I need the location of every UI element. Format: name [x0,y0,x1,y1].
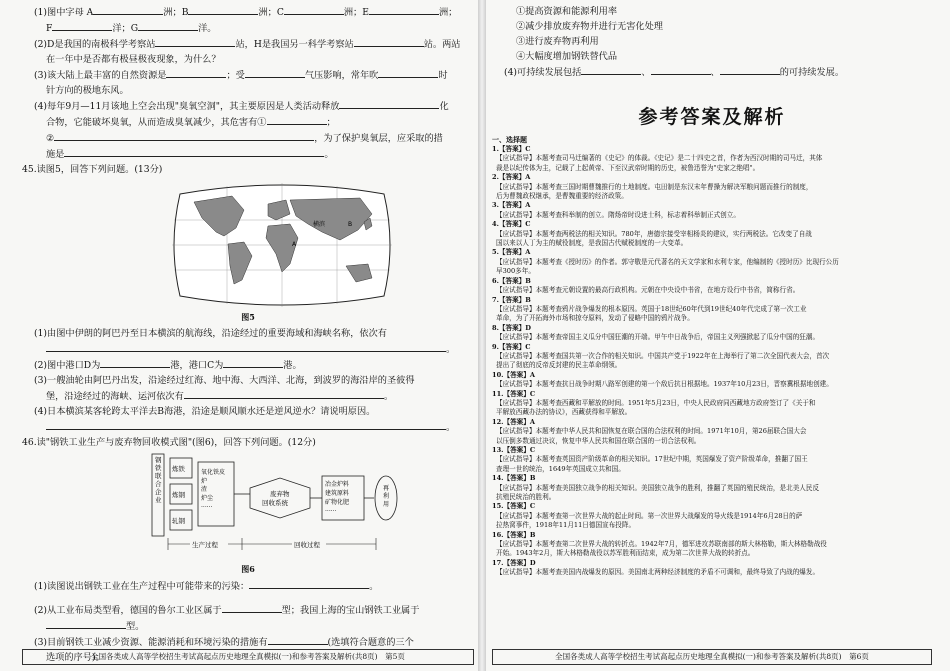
stage-label-1: 炼铁 [172,465,185,473]
q45-stem: 45.读图5，回答下列问题。(13分) [22,164,163,175]
answer-key [492,145,932,154]
q46-stem: 46.读"钢铁工业生产与废弃物回收模式图"(图6)，回答下列问题。(12分) [22,437,316,448]
q46-3-line1: (3)目前钢铁工业减少资源、能源消耗和环境污染的措施有 (选填符合题意的三个 [22,634,474,650]
answer-tag: 10.【答案】A [492,370,535,379]
answer-tag: 17.【答案】D [492,558,536,567]
answer-explanation: 提出了彻底的反帝反封建的民主革命纲领。 [496,361,622,370]
reuse-label: 再利用 [383,485,390,508]
map-point-a: A [292,241,297,248]
option-2: ②减少排放废弃物并进行无害化处理 [516,21,663,32]
answer-explanation: 抗殖民统治的胜利。 [496,493,556,502]
flow-diagram-figure-6 [150,452,400,562]
stage-label-2: 炼钢 [172,491,185,499]
answer-explanation: 查理一世的统治，1649年英国成立共和国。 [496,464,625,473]
q44-3-line2: 针方向的极地东风。 [46,85,129,96]
answer-explanation: 早300多年。 [496,267,535,276]
q44-4-line2: 合物，它能破坏臭氧，从而造成臭氧减少，其危害有① ； [22,114,474,130]
answer-explanation: 【应试指导】本题考查元朝设置的最高行政机构。元朝在中央设中书省，在地方设行中书省，简称行省。 [496,286,800,295]
figure-6-caption: 图6 [241,564,255,574]
answer-key [492,173,932,182]
answer-explanation: 【应试指导】本题考查英国资产阶级革命的相关知识。17世纪中期，英国爆发了资产阶级革命，推翻了国王 [496,455,808,464]
answer-tag: 3.【答案】A [492,201,531,210]
q45-3-line1: (3)一艘油轮由阿巴丹出发，沿途经过红海、地中海、大西洋、北海，到波罗的海沿岸的圣彼得 [34,375,415,386]
answer-explanation: 革命，为了开拓海外市场和掠夺原料，发动了侵略中国的鸦片战争。 [496,314,694,323]
answer-explanation: 【应试指导】本题考查三国时期曹魏推行的土地制度。屯田制是东汉末年曹操为解决军粮问题而推行的制度， [496,182,813,191]
answer-explanation: 裁是以纪传体为主，记载了上起黄帝、下至汉武帝时期的历史，被鲁迅誉为"史家之绝唱"。 [496,163,760,172]
answer-key [492,277,932,286]
answer-key [492,418,932,427]
answer-key [492,324,932,333]
answer-tag: 12.【答案】A [492,417,535,426]
q46-4: (4)可持续发展包括 、 、 的可持续发展。 [492,64,932,80]
answer-key [492,474,932,483]
answer-tag: 14.【答案】B [492,474,536,483]
answer-tag: 2.【答案】A [492,173,531,182]
answer-key [492,201,932,210]
page-gutter [478,0,486,671]
answer-explanation: 开始。1943年2月，斯大林格勒战役以苏军胜利而结束，成为第二次世界大战的转折点。 [496,549,755,558]
option-1: ①提高资源和能源利用率 [516,6,618,17]
answer-explanation: 【应试指导】本题考查帝国主义瓜分中国狂潮的开端。甲午中日战争后，帝国主义列强掀起了瓜分中国的狂潮。 [496,333,820,342]
option-4: ④大幅度增加钢铁替代品 [516,51,618,62]
answer-tag: 6.【答案】B [492,276,531,285]
answer-key [492,371,932,380]
q44-1-line1: (1)图中字母 A 洲；B 洲；C 洲；E 洲； [22,4,474,20]
q44-1-line2: F 洋；G 洋。 [22,20,474,36]
footer-page-5: 全国各类成人高等学校招生考试高起点历史地理全真模拟(一)和参考答案及解析(共8页) 第5页 [22,649,474,665]
section-heading: 一、选择题 [492,135,527,144]
steel-label: 钢铁联合企业 [155,456,162,504]
stage-label-3: 轧钢 [172,517,185,525]
q45-3-line2: 堡，沿途经过的海峡、运河依次有 。 [22,388,474,404]
answer-explanation: 后为曹魏政权继承，是曹魏重要的经济政策。 [496,192,628,201]
answer-tag: 8.【答案】D [492,323,531,332]
q46-3-line2: 选项的序号)。 [46,652,105,663]
page-5 [22,4,474,665]
answer-explanation: 【应试指导】本题考查科举制的创立。隋炀帝时设进士科，标志着科举制正式创立。 [496,210,740,219]
answer-tag: 7.【答案】B [492,295,531,304]
answer-tag: 5.【答案】A [492,248,531,257]
answer-key [492,446,932,455]
q45-2: (2)图中港口D为 港，港口C为 港。 [22,357,474,373]
answer-explanation: 【应试指导】本题考查司马迁编著的《史记》的体裁。《史记》是二十四史之首，作者为西汉时期的司马迁，其体 [496,154,823,163]
q45-4-line1: (4)日本横滨某客轮跨太平洋去B海港，沿途是顺风顺水还是逆风逆水？请说明原因。 [34,406,376,417]
answer-explanation: 【应试指导】本题考查美国独立战争的相关知识。美国独立战争的胜利，推翻了英国的殖民统治，是北美人民反 [496,483,820,492]
q44-4-line4: 施是 。 [22,146,474,162]
answer-explanation: 【应试指导】本题考查抗日战争时期八路军创建的第一个敌后抗日根据地。1937年10月23日，晋察冀根据地创建。 [496,380,833,389]
answer-tag: 15.【答案】C [492,502,536,511]
spacer [22,594,474,602]
footer-page-6: 全国各类成人高等学校招生考试高起点历史地理全真模拟(一)和参考答案及解析(共8页) 第6页 [492,649,932,665]
recycle-system-label: 废弃物回收系统 [262,490,290,507]
answer-explanation: 【应试指导】本题考查西藏和平解放的时间。1951年5月23日，中央人民政府同西藏地方政府签订了《关于和 [496,398,816,407]
q46-2-line2: 型。 [22,618,474,634]
world-map-figure-5 [172,180,392,310]
answer-tag: 9.【答案】C [492,342,531,351]
answer-key [492,390,932,399]
answer-explanation: 【应试指导】本题考查国共第一次合作的相关知识。中国共产党于1922年在上海举行了第二次全国代表大会，首次 [496,351,830,360]
answer-key [492,559,932,568]
q44-4-line3: ② ，为了保护臭氧层，应采取的措 [22,130,474,146]
answer-explanation: 【应试指导】本题考查鸦片战争爆发的根本原因。英国于18世纪60年代到19世纪40年代完成了第一次工业 [496,304,807,313]
answer-key [492,531,932,540]
answer-tag: 4.【答案】C [492,220,531,229]
slag-label: 氧化铁皮炉渣炉尘······ [201,469,226,511]
production-process-label: 生产过程 [192,541,218,549]
answer-explanation: 平解放西藏办法的协议》，西藏获得和平解放。 [496,408,632,417]
answer-tag: 11.【答案】C [492,389,536,398]
answer-key [492,248,932,257]
answer-key [492,343,932,352]
answer-key [492,502,932,511]
option-3: ③进行废弃物再利用 [516,36,599,47]
answer-explanation: 【应试指导】本题考查第一次世界大战的起止时间。第一次世界大战爆发的导火线是1914年6月28日的萨 [496,511,803,520]
q45-1-line2: 。 [22,341,474,357]
answer-explanation: 【应试指导】本题考查美国内战爆发的原因。美国南北两种经济制度的矛盾不可调和，最终导致了内战的爆发。 [496,568,820,577]
answer-explanation: 国以来以人丁为主的赋役制度，是我国古代赋税制度的一大变革。 [496,239,688,248]
answer-tag: 1.【答案】C [492,145,531,153]
map-label: 横滨 [313,221,326,228]
answer-explanation: 【应试指导】本题考查两税法的相关知识。780年，唐德宗接受宰相杨炎的建议，实行两税法。它改变了自战 [496,229,812,238]
answer-explanation: 【应试指导】本题考查中华人民共和国恢复在联合国的合法权利的时间。1971年10月，第26届联合国大会 [496,427,807,436]
answer-explanation: 【应试指导】本题考查《授时历》的作者。郭守敬是元代著名的天文学家和水利专家，他编制的《授时历》比现行公历 [496,257,839,266]
answer-explanation: 【应试指导】本题考查第二次世界大战的转折点。1942年7月，德军进攻苏联南部的斯大林格勒，斯大林格勒战役 [496,540,827,549]
answer-explanation: 拉热窝事件，1918年11月11日德国宣布投降。 [496,521,636,530]
q44-2-line2: 在一年中是否都有极昼极夜现象，为什么？ [46,54,221,65]
answer-section-title: 参考答案及解析 [638,106,786,128]
answer-key [492,296,932,305]
q44-4-line1: (4)每年9月—11月该地上空会出现"臭氧空洞"，其主要原因是人类活动释放 化 [22,98,474,114]
q44-2-line1: (2)D是我国的南极科学考察站 站，H是我国另一科学考察站 站。两站 [22,36,474,52]
recovery-process-label: 回收过程 [294,541,320,549]
q46-1: (1)读图说出钢铁工业在生产过程中可能带来的污染： 。 [22,578,474,594]
q44-3-line1: (3)该大陆上最丰富的自然资源是 ；受 气压影响，常年吹 时 [22,67,474,83]
answer-list [492,145,932,578]
q46-2-line1: (2)从工业布局类型看，德国的鲁尔工业区属于 型；我国上海的宝山钢铁工业属于 [22,602,474,618]
page-6 [492,4,932,665]
answer-tag: 16.【答案】B [492,530,536,539]
figure-5-caption: 图5 [241,312,255,322]
answer-explanation: 以压倒多数通过决议，恢复中华人民共和国在联合国的一切合法权利。 [496,436,701,445]
q45-1-line1: (1)由图中伊朗的阿巴丹至日本横滨的航海线，沿途经过的重要海域和海峡名称，依次有 [34,328,387,339]
answer-tag: 13.【答案】C [492,446,536,454]
q45-4-line2: 。 [22,419,474,435]
map-point-b: B [348,221,353,228]
answer-key [492,220,932,229]
product-label: 冶金炉料建筑原料矿物化肥······ [325,481,350,515]
